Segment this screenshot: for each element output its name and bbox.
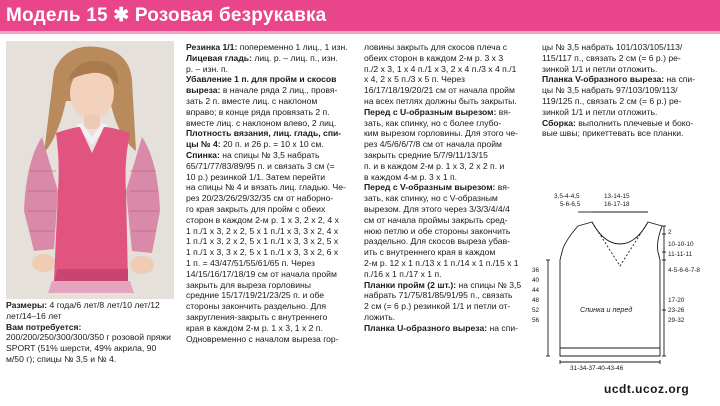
text-line — [186, 204, 358, 215]
text-line — [364, 182, 536, 193]
body-text: края в каждом 2-м р. 1 х 3, 1 х 2 п. — [186, 322, 323, 333]
schema-left-4: 52 — [532, 307, 540, 314]
section-heading: цы № 4: — [186, 139, 221, 150]
body-text: 1 п./1 х 3, 2 х 2, 5 х 1 п./1 х 3, 3 х 2, 5 х — [186, 236, 339, 247]
body-text: зинкой 1/1 и петли отложить. — [542, 106, 658, 117]
body-text: 2-м р. 12 х 1 п./13 х 1 п./14 х 1 п./15 х 1 — [364, 257, 519, 268]
site-watermark: ucdt.ucoz.org — [604, 382, 690, 396]
pattern-schema — [532, 190, 710, 375]
schema-right-2: 2 — [668, 229, 672, 236]
body-text: на спи- — [487, 322, 519, 333]
schema-right-c3: 29-32 — [668, 317, 685, 324]
text-line — [186, 139, 358, 150]
schema-top-left-a: 3,5-4-4,5 — [554, 193, 580, 200]
schema-left-3: 48 — [532, 297, 540, 304]
body-text: зать, как спинку, но с более глубо- — [364, 117, 502, 128]
section-heading: Планка V-образного выреза: — [542, 74, 665, 85]
text-line — [364, 215, 536, 226]
body-text: 1 п./1 х 3, 2 х 2, 5 х 1 п./1 х 3, 3 х 2, 4 х — [186, 225, 339, 236]
text-line — [186, 193, 358, 204]
schema-right-c2: 23-26 — [668, 307, 685, 314]
text-column-1 — [186, 42, 358, 344]
text-line — [186, 269, 358, 280]
text-line — [186, 96, 358, 107]
materials-text: 200/200/250/300/300/350 г розовой пряжи SPORT (51% шерсти, 49% акрила, 90 м/50 г); спицы № 3,5 и № 4. — [6, 332, 171, 364]
body-text: средние 15/17/19/21/23/25 п. и обе — [186, 290, 325, 301]
text-line — [542, 128, 714, 139]
text-line — [186, 334, 358, 345]
schema-right-c1: 17-20 — [668, 297, 685, 304]
text-line — [186, 107, 358, 118]
text-line — [364, 64, 536, 75]
body-text: ложить. — [364, 311, 396, 322]
schema-left-2: 44 — [532, 287, 540, 294]
text-line — [364, 107, 536, 118]
body-text: лиц. р. – лиц. п., изн. — [251, 52, 338, 63]
text-line — [186, 53, 358, 64]
text-line — [364, 74, 536, 85]
page-title: Модель 15 ✱ Розовая безрукавка — [6, 5, 327, 26]
section-heading: Планки пройм (2 шт.): — [364, 279, 457, 290]
text-line — [364, 204, 536, 215]
body-text: вправо; в конце ряда провязать 2 п. — [186, 106, 330, 117]
text-line — [364, 139, 536, 150]
body-text: 1 п. = 43/47/51/55/61/65 п. Через — [186, 257, 315, 268]
header-divider — [0, 31, 720, 34]
text-line — [186, 247, 358, 258]
body-text: сторон в каждом 2-м р. 1 х 3, 2 х 2, 4 х — [186, 214, 339, 225]
body-text: обеих сторон в каждом 2-м р. 3 х 3 — [364, 52, 504, 63]
body-text: см от начала проймы закрыть сред- — [364, 214, 508, 225]
body-text: на спицы № 4 и вязать лиц. гладью. Че- — [186, 182, 346, 193]
body-text: 20 п. и 26 р. = 10 х 10 см. — [220, 139, 324, 150]
section-heading: Спинка: — [186, 149, 220, 160]
body-text: 14/15/16/17/18/19 см от начала пройм — [186, 268, 337, 279]
section-heading: Сборка: — [542, 117, 576, 128]
schema-right-b: 4-5-6-6-7-8 — [668, 267, 700, 274]
text-line — [186, 301, 358, 312]
text-line — [542, 42, 714, 53]
body-text: рез 4/5/6/6/7/8 см от начала пройм — [364, 139, 502, 150]
section-heading: Лицевая гладь: — [186, 52, 252, 63]
body-text: ить с внутреннего края в каждом — [364, 247, 496, 258]
text-line — [186, 312, 358, 323]
text-line — [364, 323, 536, 334]
text-line — [186, 258, 358, 269]
body-text: Одновременно с началом выреза гор- — [186, 333, 339, 344]
section-heading: выреза: — [186, 85, 221, 96]
schema-left-5: 56 — [532, 317, 540, 324]
text-line — [186, 150, 358, 161]
section-heading: Убавление 1 п. для пройм и скосов — [186, 74, 337, 85]
text-line — [364, 42, 536, 53]
body-text: в каждом 4-м р. 3 х 1 п. — [364, 171, 458, 182]
section-heading: Перед с U-образным вырезом: — [364, 106, 497, 117]
text-line — [542, 96, 714, 107]
section-heading: Резинка 1/1: — [186, 42, 238, 52]
body-text: 2 см (= 6 р.) резинкой 1/1 и петли от- — [364, 301, 511, 312]
body-text: нюю петлю и обе стороны закончить — [364, 225, 511, 236]
body-text: на спицы № 3,5 — [456, 279, 522, 290]
schema-left-0: 36 — [532, 267, 540, 274]
body-text: закрыть средние 5/7/9/11/13/15 — [364, 149, 488, 160]
text-line — [186, 236, 358, 247]
body-text: 10 р.) резинкой 1/1. Затем перейти — [186, 171, 325, 182]
text-line — [186, 172, 358, 183]
body-text: цы № 3,5 набрать 97/103/109/113/ — [542, 85, 678, 96]
body-text: р. – изн. п. — [186, 63, 229, 74]
text-line — [364, 150, 536, 161]
text-line — [364, 312, 536, 323]
text-line — [186, 128, 358, 139]
body-text: ловины закрыть для скосов плеча с — [364, 42, 508, 52]
section-heading: Плотность вязания, лиц. гладь, спи- — [186, 128, 342, 139]
schema-top-right-b: 16-17-18 — [604, 201, 630, 208]
body-text: закругления-закрыть с внутреннего — [186, 311, 328, 322]
body-text: 65/71/77/83/89/95 п. и связать 3 см (= — [186, 160, 335, 171]
text-line — [186, 323, 358, 334]
text-line — [186, 215, 358, 226]
body-text: набрать 71/75/81/85/91/95 п., связать — [364, 290, 513, 301]
text-line — [186, 74, 358, 85]
body-text: 1 п./1 х 3, 3 х 2, 5 х 1 п./1 х 3, 3 х 2, 6 х — [186, 247, 339, 258]
body-text: ким вырезом горловины. Для этого че- — [364, 128, 518, 139]
text-line — [364, 96, 536, 107]
model-photo-illustration — [6, 41, 174, 299]
body-text: п. и в каждом 2-м р. 1 х 3, 2 х 2 п. и — [364, 160, 505, 171]
body-text: 119/125 п., связать 2 см (= 6 р.) ре- — [542, 95, 682, 106]
schema-bottom: 31-34-37-40-43-46 — [570, 365, 624, 372]
text-line — [364, 193, 536, 204]
schema-left-1: 40 — [532, 277, 540, 284]
body-text: вя- — [495, 182, 510, 193]
text-line — [364, 161, 536, 172]
body-text: выполнить плечевые и боко- — [575, 117, 694, 128]
text-line — [364, 301, 536, 312]
text-line — [364, 280, 536, 291]
header-bar — [0, 0, 720, 31]
body-text: вырезом. Для этого через 3/3/3/4/4/4 — [364, 203, 510, 214]
text-line — [364, 226, 536, 237]
body-text: зинкой 1/1 и петли отложить. — [542, 63, 658, 74]
text-line — [186, 290, 358, 301]
body-text: раздельно. Для скосов выреза убав- — [364, 236, 510, 247]
body-text: в начале ряда 2 лиц., провя- — [220, 85, 338, 96]
schema-right-ac: 11-11-11 — [668, 251, 693, 258]
text-line — [542, 64, 714, 75]
section-heading: Перед с V-образным вырезом: — [364, 182, 496, 193]
text-column-3 — [542, 42, 714, 139]
text-line — [186, 64, 358, 75]
body-text: закрыть для выреза горловины — [186, 279, 311, 290]
text-line — [542, 107, 714, 118]
text-line — [364, 118, 536, 129]
schema-drawing — [532, 190, 710, 375]
body-text: 16/17/18/19/20/21 см от начала пройм — [364, 85, 515, 96]
text-line — [364, 269, 536, 280]
text-line — [364, 236, 536, 247]
text-line — [542, 85, 714, 96]
text-line — [364, 128, 536, 139]
materials-block — [6, 300, 174, 365]
body-text: на всех петлях должны быть закрыты. — [364, 95, 517, 106]
body-text: зать, как спинку, но с V-образным — [364, 193, 498, 204]
schema-top-left-b: 5-6-6,5 — [560, 201, 581, 208]
text-column-2 — [364, 42, 536, 334]
text-line — [186, 182, 358, 193]
schema-top-right-a: 13-14-15 — [604, 193, 630, 200]
schema-right-ab: 10-10-10 — [668, 241, 694, 248]
body-text: вместе лиц. с наклоном влево, 2 лиц. — [186, 117, 337, 128]
body-text: цы № 3,5 набрать 101/103/105/113/ — [542, 42, 683, 52]
body-text: вя- — [496, 106, 511, 117]
body-text: вые швы; прикеттевать все планки. — [542, 128, 684, 139]
text-line — [364, 247, 536, 258]
text-line — [364, 172, 536, 183]
text-line — [542, 118, 714, 129]
text-line — [542, 53, 714, 64]
text-line — [186, 226, 358, 237]
body-text: на спицы № 3,5 набрать — [219, 149, 320, 160]
body-text: зать 2 п. вместе лиц. с наклоном — [186, 95, 318, 106]
text-line — [364, 53, 536, 64]
body-text: на спи- — [664, 74, 696, 85]
schema-label: Спинка и перед — [580, 305, 633, 314]
body-text: стороны закончить раздельно. Для — [186, 301, 326, 312]
text-line — [186, 161, 358, 172]
text-line — [186, 85, 358, 96]
body-text: 115/117 п., связать 2 см (= 6 р.) ре- — [542, 52, 681, 63]
section-heading: Планка U-образного выреза: — [364, 322, 488, 333]
text-line — [364, 85, 536, 96]
body-text: х 4, 2 х 5 п./3 х 5 п. Через — [364, 74, 465, 85]
body-text: п./2 х 3, 1 х 4 п./1 х 3, 2 х 4 п./3 х 4 п./1 — [364, 63, 517, 74]
text-line — [364, 258, 536, 269]
body-text: го края закрыть для пройм с обеих — [186, 203, 326, 214]
text-line — [542, 74, 714, 85]
text-line — [186, 118, 358, 129]
text-line — [186, 42, 358, 53]
body-text: попеременно 1 лиц., 1 изн. — [237, 42, 348, 52]
text-line — [364, 290, 536, 301]
materials-label: Вам потребуется: — [6, 321, 82, 332]
body-text: п./16 х 1 п./17 х 1 п. — [364, 268, 442, 279]
sizes-label: Размеры: — [6, 300, 48, 310]
text-line — [186, 280, 358, 291]
sizes-text: 4 года/6 лет/8 лет/10 лет/12 лет/14–16 лет — [6, 300, 160, 321]
model-photo — [6, 41, 174, 299]
body-text: рез 20/23/26/29/32/35 см от наборно- — [186, 193, 334, 204]
